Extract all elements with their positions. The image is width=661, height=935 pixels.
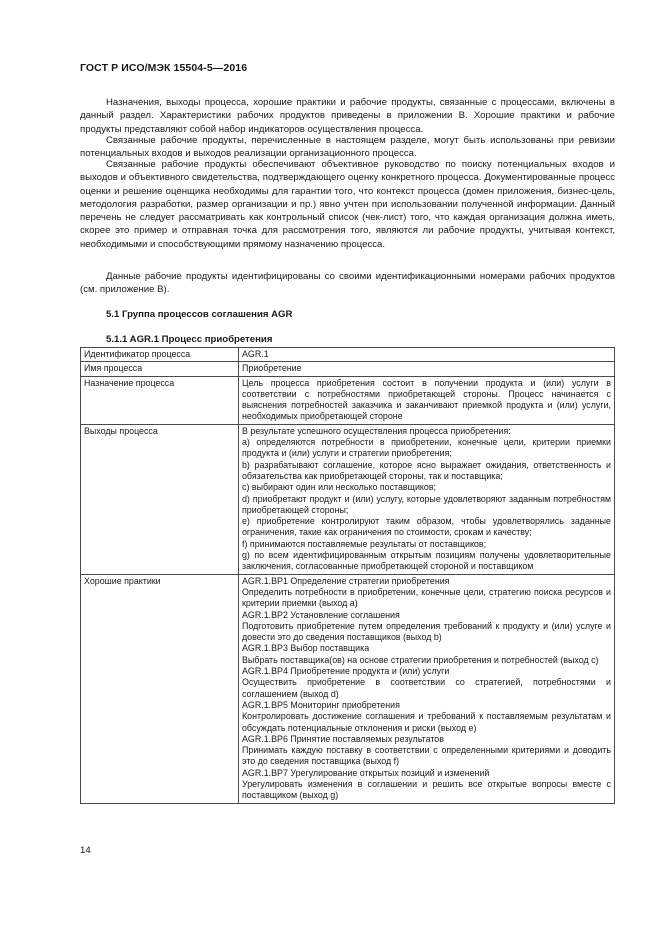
table-row <box>81 376 615 424</box>
row-line: а) определяются потребности в приобретении, конечные цели, критерии приемки продукта и (или) услуги и стратегии приобретения; <box>242 437 611 459</box>
row-line: Урегулировать изменения в соглашении и решить все открытые вопросы вместе с поставщиком (выход g) <box>242 778 611 801</box>
row-line: g) по всем идентифицированным открытым позициям получены удовлетворительные заключения, согласованные приобретающей стороной и поставщиком <box>242 550 611 572</box>
row-label: Имя процесса <box>81 362 239 376</box>
row-label: Выходы процесса <box>81 424 239 574</box>
row-line: f) принимаются поставляемые результаты от поставщиков; <box>242 538 487 549</box>
row-value <box>239 362 615 376</box>
table-row <box>81 574 615 803</box>
row-line: Приобретение <box>242 363 302 374</box>
process-table <box>80 347 615 804</box>
paragraph-3 <box>80 158 615 251</box>
row-label: Назначение процесса <box>81 376 239 424</box>
row-line: e) приобретение контролируют таким образом, чтобы удовлетворялись заданные ограничения, такие как ограничения по стоимости, срокам и качеству; <box>242 516 611 538</box>
row-value <box>239 424 615 574</box>
row-value <box>239 348 615 362</box>
row-line: Принимать каждую поставку в соответствии с определенными критериями и доводить это до сведения поставщика (выход f) <box>242 745 611 767</box>
paragraph-text: Связанные рабочие продукты обеспечивают объективное руководство по поиску потенциальных входов и выходов и объективного свидетельства, подтверждающего оценку конкретного процесса. Документированные процесс оценки и решение оценщика необходимы для гарантии того, что контекст процесса (домен приложения, бизнес-цель, методология разработки, размер организации и пр.) явно учтен при использовании полученной информации. Данный перечень не следует рассматривать как контрольный список (чек-лист) того, что каждая организация должна иметь, скорее это пример и отправная точка для рассмотрения того, являются ли рабочие продукты, учитывая контекст, необходимыми и способствующими прямому назначению процесса. <box>80 159 615 250</box>
page-number: 14 <box>80 845 91 856</box>
row-line: AGR.1.BP1 Определение стратегии приобретения <box>242 575 450 586</box>
row-line: AGR.1.BP5 Мониторинг приобретения <box>242 699 400 710</box>
row-line: Определить потребности в приобретении, конечные цели, стратегию поиска ресурсов и критерии приемки (выход а) <box>242 586 611 609</box>
table-row <box>81 362 615 376</box>
row-line: В результате успешного осуществления процесса приобретения: <box>242 425 511 436</box>
table-row <box>81 424 615 574</box>
row-line: Подготовить приобретение путем определения требований к продукту и (или) услуге и довести это до сведения поставщиков (выход b) <box>242 620 611 643</box>
row-value <box>239 574 615 803</box>
row-line: d) приобретают продукт и (или) услугу, которые удовлетворяют заданным потребностям приобретающей стороны; <box>242 493 611 515</box>
row-line: Осуществить приобретение в соответствии со стратегией, потребностями и соглашением (выход d) <box>242 677 611 699</box>
paragraph-text: Связанные рабочие продукты, перечисленные в настоящем разделе, могут быть использованы при ревизии потенциальных входов и выходов реализации организационного процесса. <box>80 135 615 160</box>
row-line: AGR.1.BP3 Выбор поставщика <box>242 643 370 654</box>
paragraph-text: Назначения, выходы процесса, хорошие практики и рабочие продукты, связанные с процессами, включены в данный раздел. Характеристики рабочих продуктов приведены в приложении В. Хорошие практики и рабочие продукты представляют собой набор индикаторов осуществления процесса. <box>80 97 615 135</box>
row-line: c) выбирают один или несколько поставщиков; <box>242 482 436 493</box>
row-line: Контролировать достижение соглашения и требований к поставляемым результатам и обсуждать потенциальные отклонения и риски (выход е) <box>242 711 611 733</box>
paragraph-4 <box>80 270 615 297</box>
row-line: Цель процесса приобретения состоит в получении продукта и (или) услуги в соответствии с потребностями приобретающей стороны. Процесс начинается с выяснения потребностей заказчика и заканчивают приемкой продукта и (или) услуги, необходимых приобретающей стороне <box>242 377 611 422</box>
section-heading: 5.1 Группа процессов соглашения AGR <box>106 309 293 320</box>
row-line: AGR.1.BP4 Приобретение продукта и (или) услуги <box>242 666 450 677</box>
row-line: AGR.1.BP7 Урегулирование открытых позиций и изменений <box>242 767 490 778</box>
paragraph-2 <box>80 134 615 161</box>
row-line: AGR.1 <box>242 349 269 359</box>
row-line: Выбрать поставщика(ов) на основе стратегии приобретения и потребностей (выход с) <box>242 654 599 665</box>
row-label: Идентификатор процесса <box>81 348 239 362</box>
row-line: b) разрабатывают соглашение, которое ясно выражает ожидания, ответственность и обязательства как приобретающей стороны, так и поставщика; <box>242 459 611 481</box>
subsection-heading: 5.1.1 AGR.1 Процесс приобретения <box>106 334 273 345</box>
paragraph-1 <box>80 96 615 136</box>
row-value <box>239 376 615 424</box>
row-line: AGR.1.BP6 Принятие поставляемых результатов <box>242 733 444 744</box>
table-row <box>81 348 615 362</box>
paragraph-text: Данные рабочие продукты идентифицированы со своими идентификационными номерами рабочих продуктов (см. приложение В). <box>80 271 615 296</box>
row-line: AGR.1.BP2 Установление соглашения <box>242 609 400 620</box>
row-label: Хорошие практики <box>81 574 239 803</box>
document-header: ГОСТ Р ИСО/МЭК 15504-5—2016 <box>80 62 248 74</box>
